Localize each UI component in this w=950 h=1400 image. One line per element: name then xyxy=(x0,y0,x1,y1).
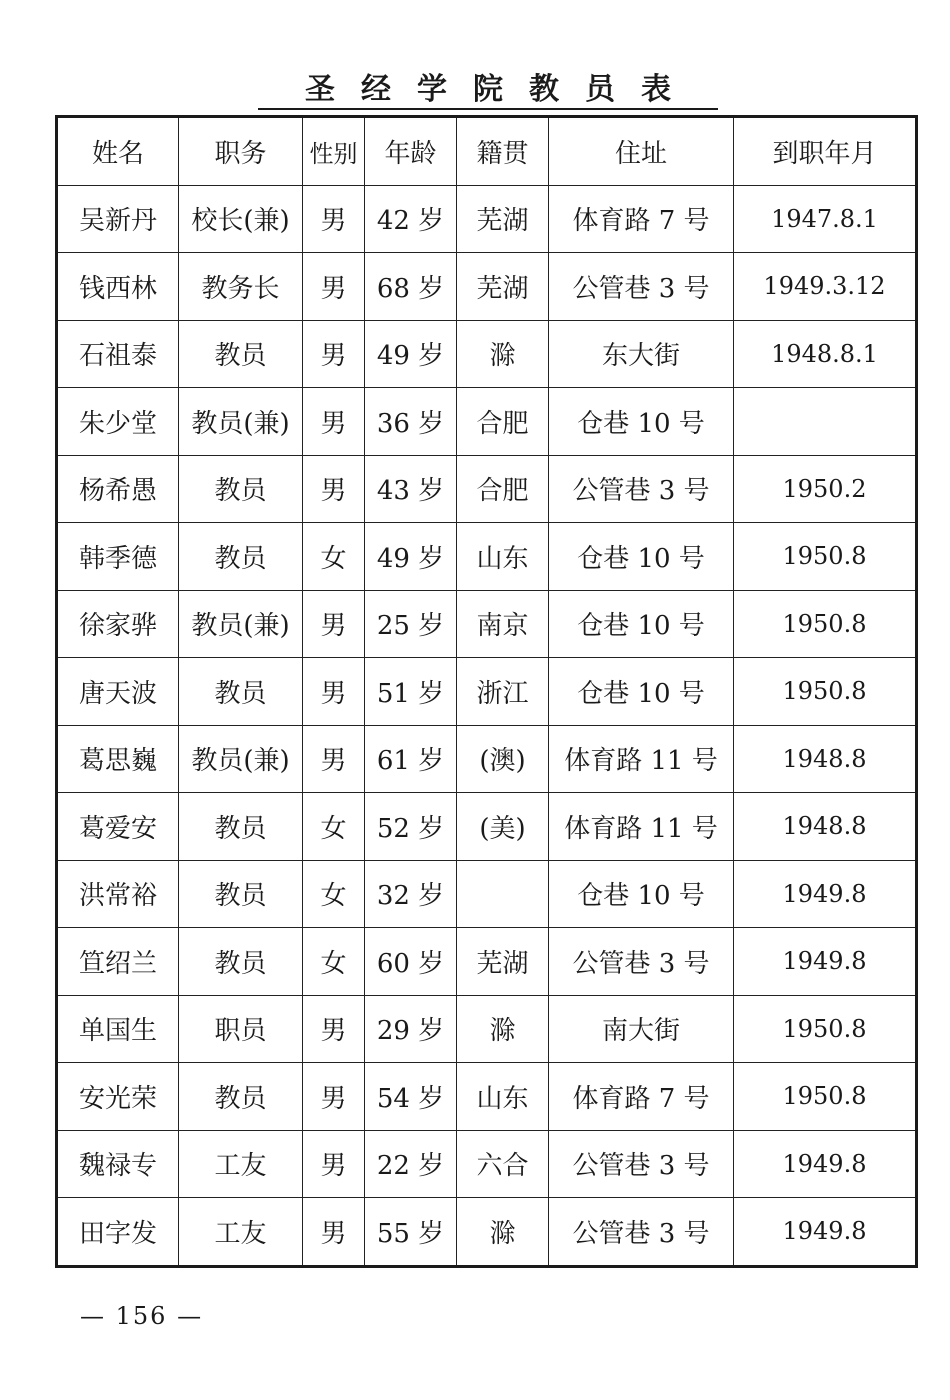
cell-address: 公管巷 3 号 xyxy=(549,1130,734,1198)
cell-gender: 女 xyxy=(303,928,365,996)
cell-name: 石祖泰 xyxy=(57,320,179,388)
cell-position: 职员 xyxy=(179,995,303,1063)
staff-table xyxy=(55,115,918,1268)
cell-age: 55 岁 xyxy=(365,1198,457,1267)
column-header-age: 年龄 xyxy=(365,117,457,186)
table-row xyxy=(57,1063,917,1131)
cell-origin: 合肥 xyxy=(457,455,549,523)
cell-gender: 男 xyxy=(303,1198,365,1267)
cell-start-date: 1950.8 xyxy=(734,995,917,1063)
cell-name: 杨希愚 xyxy=(57,455,179,523)
cell-name: 单国生 xyxy=(57,995,179,1063)
cell-address: 公管巷 3 号 xyxy=(549,1198,734,1267)
cell-name: 徐家骅 xyxy=(57,590,179,658)
cell-age: 52 岁 xyxy=(365,793,457,861)
table-row xyxy=(57,185,917,253)
table-row xyxy=(57,1130,917,1198)
cell-start-date: 1950.2 xyxy=(734,455,917,523)
cell-start-date: 1948.8 xyxy=(734,725,917,793)
column-header-origin: 籍贯 xyxy=(457,117,549,186)
cell-origin: 南京 xyxy=(457,590,549,658)
cell-name: 葛爱安 xyxy=(57,793,179,861)
cell-age: 49 岁 xyxy=(365,523,457,591)
cell-name: 钱西林 xyxy=(57,253,179,321)
table-row xyxy=(57,658,917,726)
cell-origin: 芜湖 xyxy=(457,928,549,996)
cell-position: 教员(兼) xyxy=(179,590,303,658)
cell-start-date: 1949.3.12 xyxy=(734,253,917,321)
cell-start-date xyxy=(734,388,917,456)
column-header-position: 职务 xyxy=(179,117,303,186)
cell-address: 体育路 11 号 xyxy=(549,793,734,861)
cell-gender: 男 xyxy=(303,995,365,1063)
cell-name: 田字发 xyxy=(57,1198,179,1267)
cell-position: 教员 xyxy=(179,455,303,523)
cell-gender: 男 xyxy=(303,320,365,388)
cell-age: 60 岁 xyxy=(365,928,457,996)
cell-name: 安光荣 xyxy=(57,1063,179,1131)
cell-start-date: 1949.8 xyxy=(734,1130,917,1198)
cell-age: 49 岁 xyxy=(365,320,457,388)
cell-age: 51 岁 xyxy=(365,658,457,726)
cell-address: 仓巷 10 号 xyxy=(549,860,734,928)
cell-address: 东大街 xyxy=(549,320,734,388)
cell-start-date: 1948.8 xyxy=(734,793,917,861)
cell-name: 笪绍兰 xyxy=(57,928,179,996)
cell-name: 魏禄专 xyxy=(57,1130,179,1198)
cell-gender: 男 xyxy=(303,253,365,321)
cell-age: 22 岁 xyxy=(365,1130,457,1198)
cell-age: 29 岁 xyxy=(365,995,457,1063)
cell-origin: 山东 xyxy=(457,523,549,591)
cell-origin: 合肥 xyxy=(457,388,549,456)
cell-start-date: 1950.8 xyxy=(734,523,917,591)
table-row xyxy=(57,995,917,1063)
cell-address: 仓巷 10 号 xyxy=(549,523,734,591)
cell-position: 教员 xyxy=(179,523,303,591)
table-row xyxy=(57,590,917,658)
cell-position: 校长(兼) xyxy=(179,185,303,253)
cell-address: 南大街 xyxy=(549,995,734,1063)
cell-gender: 女 xyxy=(303,793,365,861)
table-row xyxy=(57,523,917,591)
cell-start-date: 1949.8 xyxy=(734,1198,917,1267)
cell-position: 教员 xyxy=(179,320,303,388)
table-row xyxy=(57,320,917,388)
cell-gender: 男 xyxy=(303,1130,365,1198)
cell-start-date: 1950.8 xyxy=(734,658,917,726)
cell-address: 体育路 7 号 xyxy=(549,1063,734,1131)
cell-name: 韩季德 xyxy=(57,523,179,591)
table-row xyxy=(57,455,917,523)
cell-gender: 女 xyxy=(303,523,365,591)
cell-origin: 山东 xyxy=(457,1063,549,1131)
cell-gender: 男 xyxy=(303,658,365,726)
cell-age: 61 岁 xyxy=(365,725,457,793)
cell-position: 教员 xyxy=(179,1063,303,1131)
cell-position: 教员(兼) xyxy=(179,725,303,793)
cell-start-date: 1947.8.1 xyxy=(734,185,917,253)
table-row xyxy=(57,388,917,456)
cell-name: 唐天波 xyxy=(57,658,179,726)
cell-age: 43 岁 xyxy=(365,455,457,523)
cell-gender: 女 xyxy=(303,860,365,928)
cell-origin: 浙江 xyxy=(457,658,549,726)
cell-gender: 男 xyxy=(303,590,365,658)
cell-origin: 芜湖 xyxy=(457,185,549,253)
cell-gender: 男 xyxy=(303,388,365,456)
cell-age: 42 岁 xyxy=(365,185,457,253)
column-header-gender: 性别 xyxy=(303,117,365,186)
cell-start-date: 1950.8 xyxy=(734,590,917,658)
column-header-address: 住址 xyxy=(549,117,734,186)
cell-address: 仓巷 10 号 xyxy=(549,658,734,726)
cell-position: 工友 xyxy=(179,1130,303,1198)
cell-origin xyxy=(457,860,549,928)
cell-origin: (美) xyxy=(457,793,549,861)
column-header-name: 姓名 xyxy=(57,117,179,186)
cell-age: 54 岁 xyxy=(365,1063,457,1131)
cell-age: 36 岁 xyxy=(365,388,457,456)
cell-position: 教员 xyxy=(179,658,303,726)
cell-position: 教员 xyxy=(179,860,303,928)
page-number: — 156 — xyxy=(80,1302,204,1330)
cell-age: 25 岁 xyxy=(365,590,457,658)
cell-origin: 滁 xyxy=(457,995,549,1063)
cell-origin: 六合 xyxy=(457,1130,549,1198)
table-row xyxy=(57,860,917,928)
cell-origin: 滁 xyxy=(457,320,549,388)
cell-address: 公管巷 3 号 xyxy=(549,928,734,996)
table-row xyxy=(57,253,917,321)
cell-address: 仓巷 10 号 xyxy=(549,590,734,658)
cell-position: 教务长 xyxy=(179,253,303,321)
cell-address: 体育路 11 号 xyxy=(549,725,734,793)
cell-address: 公管巷 3 号 xyxy=(549,253,734,321)
cell-address: 公管巷 3 号 xyxy=(549,455,734,523)
cell-origin: 滁 xyxy=(457,1198,549,1267)
cell-origin: (澳) xyxy=(457,725,549,793)
cell-position: 教员 xyxy=(179,793,303,861)
cell-position: 工友 xyxy=(179,1198,303,1267)
cell-address: 仓巷 10 号 xyxy=(549,388,734,456)
column-header-start-date: 到职年月 xyxy=(734,117,917,186)
cell-address: 体育路 7 号 xyxy=(549,185,734,253)
cell-start-date: 1949.8 xyxy=(734,928,917,996)
cell-start-date: 1948.8.1 xyxy=(734,320,917,388)
table-row xyxy=(57,725,917,793)
cell-name: 吴新丹 xyxy=(57,185,179,253)
page-title: 圣经学院教员表 xyxy=(258,70,718,110)
cell-start-date: 1949.8 xyxy=(734,860,917,928)
cell-name: 朱少堂 xyxy=(57,388,179,456)
cell-position: 教员(兼) xyxy=(179,388,303,456)
cell-gender: 男 xyxy=(303,725,365,793)
table-row xyxy=(57,793,917,861)
table-row xyxy=(57,928,917,996)
cell-name: 洪常裕 xyxy=(57,860,179,928)
cell-gender: 男 xyxy=(303,455,365,523)
cell-start-date: 1950.8 xyxy=(734,1063,917,1131)
cell-age: 68 岁 xyxy=(365,253,457,321)
cell-origin: 芜湖 xyxy=(457,253,549,321)
cell-gender: 男 xyxy=(303,1063,365,1131)
cell-gender: 男 xyxy=(303,185,365,253)
table-header-row xyxy=(57,117,917,186)
cell-age: 32 岁 xyxy=(365,860,457,928)
cell-name: 葛思巍 xyxy=(57,725,179,793)
cell-position: 教员 xyxy=(179,928,303,996)
table-row xyxy=(57,1198,917,1267)
